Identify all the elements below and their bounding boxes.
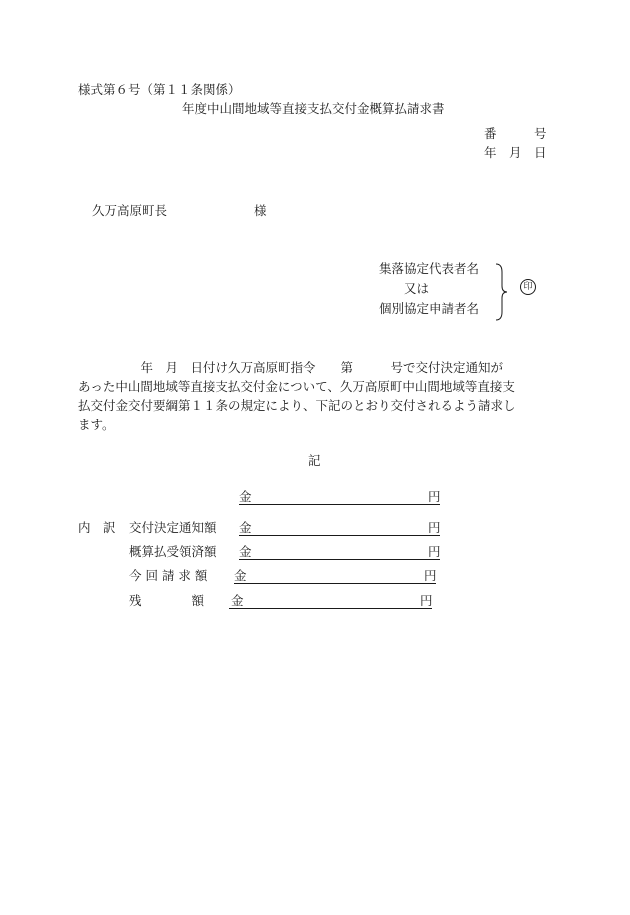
- breakdown-label: 内 訳: [78, 520, 116, 535]
- addressee-name: 久万高原町長: [92, 203, 168, 218]
- amount-row-suffix: 円: [428, 520, 441, 535]
- amount-row-label: 概算払受領済額: [129, 544, 217, 559]
- total-currency-suffix: 円: [428, 489, 441, 504]
- amount-row-suffix: 円: [424, 568, 437, 583]
- ki-heading: 記: [308, 453, 321, 468]
- amount-row-suffix: 円: [428, 544, 441, 559]
- amount-row-label: 残 額: [129, 593, 205, 608]
- amount-row-prefix: 金: [239, 520, 252, 535]
- document-date-label: 年 月 日: [484, 145, 547, 160]
- amount-row-prefix: 金: [234, 568, 247, 583]
- amount-row-label: 今 回 請 求 額: [129, 568, 208, 583]
- applicant-or-label: 又は: [404, 281, 430, 296]
- right-brace-icon: [494, 262, 508, 322]
- amount-row-field[interactable]: [229, 594, 432, 609]
- request-body-paragraph: [78, 358, 552, 434]
- amount-row-prefix: 金: [231, 593, 244, 608]
- amount-row-field[interactable]: [239, 545, 440, 560]
- total-amount-field[interactable]: [239, 490, 440, 505]
- body-line: ます。: [78, 417, 115, 432]
- applicant-individual-label: 個別協定申請者名: [379, 301, 480, 316]
- total-currency-prefix: 金: [239, 489, 252, 504]
- amount-row-field[interactable]: [239, 521, 440, 536]
- amount-row-label: 交付決定通知額: [129, 520, 217, 535]
- body-line: あった中山間地域等直接支払交付金について、久万高原町中山間地域等直接支: [78, 379, 515, 394]
- applicant-representative-label: 集落協定代表者名: [379, 261, 480, 276]
- amount-row-prefix: 金: [239, 544, 252, 559]
- addressee-honorific: 様: [254, 203, 267, 218]
- document-title: 年度中山間地域等直接支払交付金概算払請求書: [182, 101, 445, 116]
- amount-row-suffix: 円: [420, 593, 433, 608]
- seal-icon: 印: [520, 279, 536, 295]
- body-line: 年 月 日付け久万高原町指令 第 号で交付決定通知が: [78, 360, 504, 375]
- body-line: 払交付金交付要綱第１１条の規定により、下記のとおり交付されるよう請求し: [78, 398, 516, 413]
- document-number-label: 番 号: [484, 126, 547, 141]
- form-number: 様式第６号（第１１条関係）: [78, 82, 241, 97]
- amount-row-field[interactable]: [234, 569, 436, 584]
